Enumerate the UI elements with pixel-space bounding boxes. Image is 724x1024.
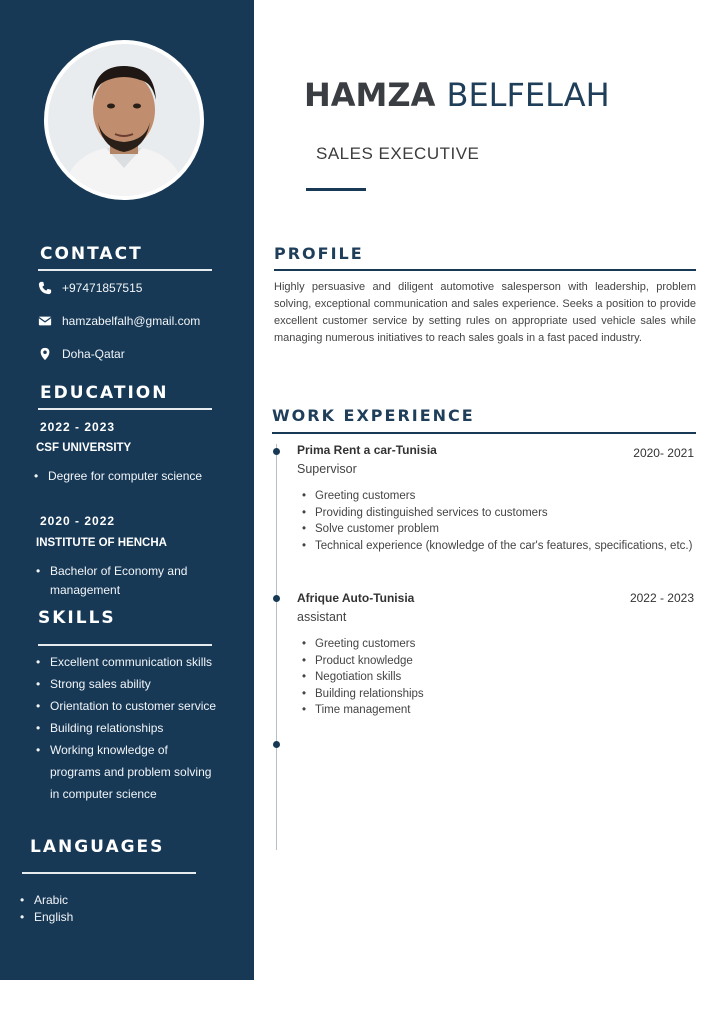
work-divider — [272, 432, 696, 434]
skill-item: • Working knowledge of programs and problem solving in computer science — [34, 739, 218, 805]
candidate-name — [304, 76, 610, 114]
profile-photo — [44, 40, 204, 200]
education-divider — [38, 408, 212, 410]
work-heading: WORK EXPERIENCE — [272, 406, 475, 425]
education-school: CSF UNIVERSITY — [36, 442, 132, 454]
avatar — [48, 44, 200, 196]
contact-location — [38, 347, 125, 361]
last-name: BELFELAH — [446, 76, 610, 114]
languages-divider — [22, 872, 196, 874]
email-address: hamzabelfalh@gmail.com — [62, 314, 201, 328]
job-dates: 2022 - 2023 — [629, 591, 694, 605]
job-duties — [300, 488, 698, 554]
job-company: Afrique Auto-Tunisia — [297, 591, 415, 605]
timeline-dot — [273, 595, 280, 602]
contact-divider — [38, 269, 212, 271]
skills-list — [34, 651, 218, 805]
job-duty: • Building relationships — [300, 686, 698, 703]
education-school: INSTITUTE OF HENCHA — [36, 537, 167, 549]
language-item: • Arabic — [18, 892, 178, 909]
education-heading: EDUCATION — [40, 383, 169, 403]
job-duty: • Solve customer problem — [300, 521, 698, 538]
job-company: Prima Rent a car-Tunisia — [297, 443, 437, 457]
job-role: assistant — [297, 610, 347, 624]
contact-phone — [38, 281, 142, 295]
job-title: SALES EXECUTIVE — [316, 144, 480, 163]
envelope-icon — [38, 314, 52, 328]
education-item: • Bachelor of Economy and management — [34, 562, 198, 600]
job-duty: • Technical experience (knowledge of the car's features, specifications, etc.) — [300, 538, 698, 555]
skills-divider — [38, 644, 212, 646]
phone-number: +97471857515 — [62, 281, 143, 295]
sidebar — [0, 0, 254, 980]
skill-item: • Building relationships — [34, 717, 218, 739]
education-years: 2022 - 2023 — [40, 420, 116, 434]
job-duties — [300, 636, 698, 719]
title-underline — [306, 188, 366, 191]
education-details — [34, 562, 198, 600]
contact-email — [38, 314, 200, 328]
location-pin-icon — [38, 347, 52, 361]
job-duty: • Greeting customers — [300, 636, 698, 653]
languages-list — [18, 892, 178, 926]
languages-heading: LANGUAGES — [30, 837, 165, 857]
profile-summary: Highly persuasive and diligent automotive salesperson with leadership, problem solving, exceptional communication and sales experience. Seeks a position to provide excellent customer service by setting rules on appropriate used vehicle sales while managing numerous initiatives to reach sales goals in a fast paced industry. — [274, 281, 696, 344]
skill-item: • Strong sales ability — [34, 673, 218, 695]
profile-heading: PROFILE — [274, 244, 364, 263]
skills-heading: SKILLS — [38, 608, 116, 628]
profile-divider — [274, 269, 696, 271]
job-duty: • Greeting customers — [300, 488, 698, 505]
timeline-line — [276, 444, 277, 850]
education-years: 2020 - 2022 — [40, 514, 116, 528]
job-duty: • Providing distinguished services to customers — [300, 505, 698, 522]
skill-item: • Orientation to customer service — [34, 695, 218, 717]
language-item: • English — [18, 909, 178, 926]
job-duty: • Time management — [300, 702, 698, 719]
job-duty: • Negotiation skills — [300, 669, 698, 686]
location-text: Doha-Qatar — [62, 347, 125, 361]
phone-icon — [38, 281, 52, 295]
education-details — [32, 467, 222, 486]
timeline-dot — [273, 448, 280, 455]
job-duty: • Product knowledge — [300, 653, 698, 670]
education-item: • Degree for computer science — [32, 467, 222, 486]
timeline-dot — [273, 741, 280, 748]
job-role: Supervisor — [297, 462, 357, 476]
skill-item: • Excellent communication skills — [34, 651, 218, 673]
job-dates: 2020- 2021 — [633, 446, 694, 460]
contact-heading: CONTACT — [40, 244, 143, 264]
first-name: HAMZA — [304, 76, 436, 114]
